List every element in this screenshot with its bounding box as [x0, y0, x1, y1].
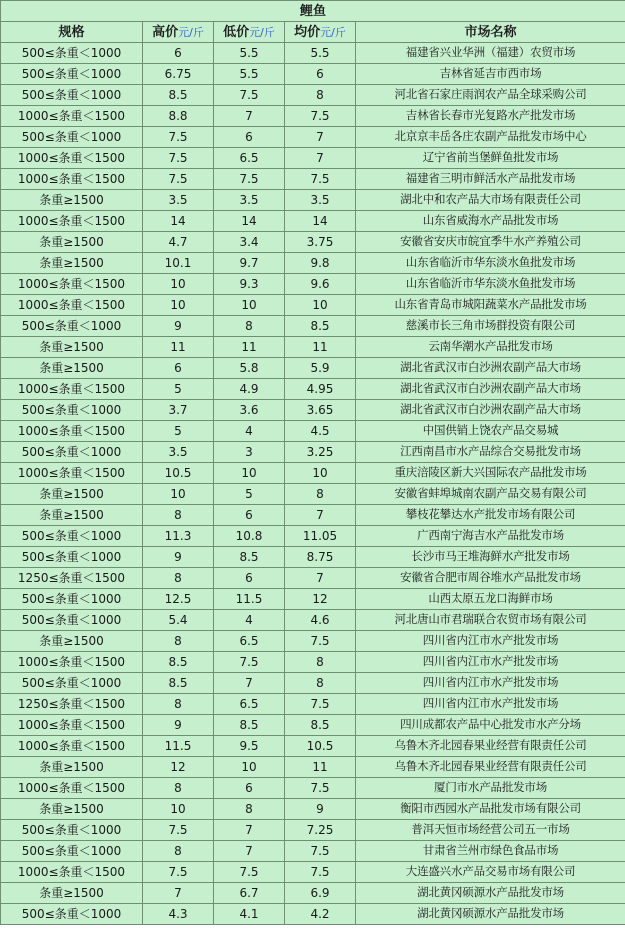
cell-avg: 7: [285, 568, 356, 589]
cell-spec: 500≤条重＜1000: [1, 841, 143, 862]
cell-avg: 9: [285, 799, 356, 820]
cell-market: 四川成都农产品中心批发市水产分场: [356, 715, 625, 736]
cell-high: 10.1: [143, 253, 214, 274]
table-row: [1, 652, 625, 673]
cell-market: 重庆涪陵区新大兴国际农产品批发市场: [356, 463, 625, 484]
header-high: [143, 22, 214, 43]
cell-avg: 7.5: [285, 631, 356, 652]
cell-spec: 条重≥1500: [1, 190, 143, 211]
table-row: [1, 505, 625, 526]
cell-avg: 7.5: [285, 841, 356, 862]
cell-market: 山西太原五龙口海鲜市场: [356, 589, 625, 610]
cell-low: 6.5: [214, 631, 285, 652]
cell-high: 4.3: [143, 904, 214, 925]
cell-low: 8.5: [214, 715, 285, 736]
cell-low: 5.5: [214, 43, 285, 64]
cell-high: 8.8: [143, 106, 214, 127]
cell-spec: 1250≤条重＜1500: [1, 694, 143, 715]
cell-spec: 500≤条重＜1000: [1, 442, 143, 463]
cell-low: 4: [214, 610, 285, 631]
cell-avg: 4.5: [285, 421, 356, 442]
cell-market: 辽宁省前当堡鲜鱼批发市场: [356, 148, 625, 169]
cell-low: 9.7: [214, 253, 285, 274]
cell-avg: 10: [285, 463, 356, 484]
cell-avg: 4.95: [285, 379, 356, 400]
table-row: [1, 883, 625, 904]
cell-low: 7.5: [214, 652, 285, 673]
cell-market: 湖北省武汉市白沙洲农副产品大市场: [356, 400, 625, 421]
cell-spec: 1000≤条重＜1500: [1, 862, 143, 883]
cell-avg: 14: [285, 211, 356, 232]
cell-high: 10: [143, 274, 214, 295]
cell-high: 8: [143, 694, 214, 715]
cell-market: 湖北省武汉市白沙洲农副产品大市场: [356, 358, 625, 379]
cell-avg: 5.5: [285, 43, 356, 64]
table-row: [1, 820, 625, 841]
table-row: [1, 295, 625, 316]
cell-avg: 4.2: [285, 904, 356, 925]
table-row: [1, 610, 625, 631]
cell-high: 10: [143, 484, 214, 505]
cell-market: 长沙市马王堆海鲜水产批发市场: [356, 547, 625, 568]
cell-low: 4.1: [214, 904, 285, 925]
table-row: [1, 442, 625, 463]
cell-spec: 500≤条重＜1000: [1, 589, 143, 610]
cell-avg: 3.5: [285, 190, 356, 211]
cell-low: 10: [214, 757, 285, 778]
cell-low: 3: [214, 442, 285, 463]
cell-high: 8: [143, 841, 214, 862]
cell-high: 6.75: [143, 64, 214, 85]
cell-market: 甘肃省兰州市绿色食品市场: [356, 841, 625, 862]
table-row: [1, 862, 625, 883]
cell-market: 乌鲁木齐北园春果业经营有限责任公司: [356, 757, 625, 778]
table-row: [1, 757, 625, 778]
header-spec-label: 规格: [58, 24, 85, 40]
table-row: [1, 484, 625, 505]
cell-spec: 500≤条重＜1000: [1, 904, 143, 925]
cell-market: 乌鲁木齐北园春果业经营有限责任公司: [356, 736, 625, 757]
header-market: [356, 22, 625, 43]
cell-high: 9: [143, 547, 214, 568]
cell-avg: 7: [285, 148, 356, 169]
header-high-label: 高价: [152, 24, 179, 40]
cell-low: 9.3: [214, 274, 285, 295]
cell-avg: 4.6: [285, 610, 356, 631]
cell-spec: 1250≤条重＜1500: [1, 568, 143, 589]
cell-market: 安徽省安庆市皖宜季牛水产养殖公司: [356, 232, 625, 253]
table-row: [1, 715, 625, 736]
cell-avg: 8.75: [285, 547, 356, 568]
cell-market: 攀枝花攀达水产批发市场有限公司: [356, 505, 625, 526]
cell-low: 7: [214, 820, 285, 841]
cell-avg: 8.5: [285, 715, 356, 736]
cell-spec: 500≤条重＜1000: [1, 85, 143, 106]
cell-high: 12.5: [143, 589, 214, 610]
cell-low: 10: [214, 295, 285, 316]
table-row: [1, 190, 625, 211]
cell-high: 3.7: [143, 400, 214, 421]
cell-high: 7.5: [143, 127, 214, 148]
cell-high: 5.4: [143, 610, 214, 631]
cell-avg: 9.8: [285, 253, 356, 274]
header-row: [1, 22, 625, 43]
table-body: [1, 43, 625, 925]
cell-spec: 1000≤条重＜1500: [1, 778, 143, 799]
cell-spec: 500≤条重＜1000: [1, 400, 143, 421]
cell-market: 山东省临沂市华东淡水鱼批发市场: [356, 253, 625, 274]
cell-avg: 3.25: [285, 442, 356, 463]
cell-market: 四川省内江市水产批发市场: [356, 652, 625, 673]
table-row: [1, 694, 625, 715]
cell-high: 7: [143, 883, 214, 904]
cell-market: 四川省内江市水产批发市场: [356, 631, 625, 652]
cell-avg: 7.5: [285, 862, 356, 883]
cell-low: 5.5: [214, 64, 285, 85]
cell-avg: 8: [285, 85, 356, 106]
table-row: [1, 904, 625, 925]
cell-high: 6: [143, 43, 214, 64]
table-row: [1, 673, 625, 694]
cell-low: 4: [214, 421, 285, 442]
cell-market: 福建省三明市鲜活水产品批发市场: [356, 169, 625, 190]
cell-spec: 1000≤条重＜1500: [1, 295, 143, 316]
cell-high: 8: [143, 505, 214, 526]
cell-high: 10.5: [143, 463, 214, 484]
cell-low: 10.8: [214, 526, 285, 547]
cell-market: 吉林省延吉市西市场: [356, 64, 625, 85]
cell-avg: 7.5: [285, 778, 356, 799]
cell-high: 7.5: [143, 820, 214, 841]
table-row: [1, 526, 625, 547]
cell-high: 8.5: [143, 673, 214, 694]
cell-spec: 500≤条重＜1000: [1, 547, 143, 568]
cell-avg: 3.65: [285, 400, 356, 421]
table-row: [1, 589, 625, 610]
cell-market: 安徽省蚌埠城南农副产品交易有限公司: [356, 484, 625, 505]
cell-high: 6: [143, 358, 214, 379]
cell-spec: 条重≥1500: [1, 484, 143, 505]
cell-market: 安徽省合肥市周谷堆水产品批发市场: [356, 568, 625, 589]
cell-spec: 500≤条重＜1000: [1, 43, 143, 64]
cell-high: 3.5: [143, 442, 214, 463]
cell-high: 9: [143, 715, 214, 736]
cell-avg: 3.75: [285, 232, 356, 253]
table-row: [1, 64, 625, 85]
cell-high: 4.7: [143, 232, 214, 253]
cell-high: 7.5: [143, 169, 214, 190]
table-row: [1, 421, 625, 442]
cell-high: 10: [143, 295, 214, 316]
table-row: [1, 253, 625, 274]
cell-market: 江西南昌市水产品综合交易批发市场: [356, 442, 625, 463]
table-row: [1, 736, 625, 757]
cell-high: 3.5: [143, 190, 214, 211]
cell-low: 6.5: [214, 694, 285, 715]
cell-spec: 500≤条重＜1000: [1, 610, 143, 631]
cell-avg: 8.5: [285, 316, 356, 337]
table-row: [1, 568, 625, 589]
cell-spec: 1000≤条重＜1500: [1, 463, 143, 484]
cell-low: 7.5: [214, 169, 285, 190]
cell-market: 四川省内江市水产批发市场: [356, 673, 625, 694]
cell-avg: 11.05: [285, 526, 356, 547]
cell-avg: 11: [285, 757, 356, 778]
cell-spec: 1000≤条重＜1500: [1, 715, 143, 736]
cell-market: 云南华潮水产品批发市场: [356, 337, 625, 358]
header-low-label: 低价: [223, 24, 250, 40]
table-row: [1, 379, 625, 400]
cell-market: 河北省石家庄雨润农产品全球采购公司: [356, 85, 625, 106]
cell-high: 14: [143, 211, 214, 232]
cell-low: 3.6: [214, 400, 285, 421]
table-row: [1, 316, 625, 337]
cell-spec: 1000≤条重＜1500: [1, 211, 143, 232]
cell-avg: 8: [285, 673, 356, 694]
cell-spec: 500≤条重＜1000: [1, 316, 143, 337]
cell-low: 8: [214, 799, 285, 820]
cell-spec: 条重≥1500: [1, 505, 143, 526]
cell-spec: 1000≤条重＜1500: [1, 169, 143, 190]
cell-avg: 10.5: [285, 736, 356, 757]
cell-low: 8: [214, 316, 285, 337]
cell-high: 11.3: [143, 526, 214, 547]
cell-spec: 1000≤条重＜1500: [1, 736, 143, 757]
cell-low: 7: [214, 106, 285, 127]
table-row: [1, 85, 625, 106]
cell-low: 5.8: [214, 358, 285, 379]
cell-spec: 500≤条重＜1000: [1, 127, 143, 148]
cell-low: 7: [214, 841, 285, 862]
table-row: [1, 358, 625, 379]
cell-high: 11.5: [143, 736, 214, 757]
cell-market: 大连盛兴水产品交易市场有限公司: [356, 862, 625, 883]
cell-low: 6.5: [214, 148, 285, 169]
cell-low: 10: [214, 463, 285, 484]
cell-spec: 条重≥1500: [1, 358, 143, 379]
table-row: [1, 631, 625, 652]
cell-low: 7: [214, 673, 285, 694]
cell-market: 山东省临沂市华东淡水鱼批发市场: [356, 274, 625, 295]
table-row: [1, 232, 625, 253]
cell-high: 7.5: [143, 148, 214, 169]
header-avg: [285, 22, 356, 43]
cell-spec: 1000≤条重＜1500: [1, 106, 143, 127]
cell-low: 7.5: [214, 85, 285, 106]
table-row: [1, 841, 625, 862]
cell-spec: 1000≤条重＜1500: [1, 274, 143, 295]
cell-low: 4.9: [214, 379, 285, 400]
table-title: 鲤鱼: [1, 1, 625, 22]
cell-avg: 7: [285, 127, 356, 148]
cell-low: 11.5: [214, 589, 285, 610]
cell-market: 河北唐山市君瑞联合农贸市场有限公司: [356, 610, 625, 631]
cell-high: 5: [143, 421, 214, 442]
cell-avg: 7.5: [285, 106, 356, 127]
cell-avg: 6.9: [285, 883, 356, 904]
cell-market: 福建省兴业华洲（福建）农贸市场: [356, 43, 625, 64]
cell-market: 山东省威海水产品批发市场: [356, 211, 625, 232]
cell-low: 9.5: [214, 736, 285, 757]
cell-spec: 条重≥1500: [1, 631, 143, 652]
cell-market: 吉林省长春市光复路水产批发市场: [356, 106, 625, 127]
cell-spec: 500≤条重＜1000: [1, 673, 143, 694]
header-avg-label: 均价: [294, 24, 321, 40]
cell-avg: 8: [285, 484, 356, 505]
cell-high: 12: [143, 757, 214, 778]
cell-avg: 10: [285, 295, 356, 316]
cell-low: 6: [214, 778, 285, 799]
cell-spec: 500≤条重＜1000: [1, 526, 143, 547]
cell-low: 3.5: [214, 190, 285, 211]
cell-market: 慈溪市长三角市场群投资有限公司: [356, 316, 625, 337]
cell-high: 9: [143, 316, 214, 337]
cell-avg: 6: [285, 64, 356, 85]
cell-high: 8: [143, 631, 214, 652]
table-row: [1, 274, 625, 295]
table-row: [1, 799, 625, 820]
cell-spec: 条重≥1500: [1, 232, 143, 253]
cell-low: 6: [214, 568, 285, 589]
cell-spec: 1000≤条重＜1500: [1, 652, 143, 673]
cell-market: 湖北中和农产品大市场有限责任公司: [356, 190, 625, 211]
cell-avg: 7.25: [285, 820, 356, 841]
cell-avg: 9.6: [285, 274, 356, 295]
table-row: [1, 337, 625, 358]
table-row: [1, 148, 625, 169]
header-low-unit: 元/斤: [249, 25, 275, 39]
header-spec: [1, 22, 143, 43]
cell-avg: 7: [285, 505, 356, 526]
header-market-label: 市场名称: [464, 24, 517, 40]
table-row: [1, 169, 625, 190]
cell-market: 湖北黄冈硕源水产品批发市场: [356, 904, 625, 925]
cell-low: 6.7: [214, 883, 285, 904]
cell-spec: 条重≥1500: [1, 883, 143, 904]
cell-avg: 12: [285, 589, 356, 610]
cell-low: 8.5: [214, 547, 285, 568]
cell-market: 北京京丰岳各庄农副产品批发市场中心: [356, 127, 625, 148]
cell-low: 14: [214, 211, 285, 232]
cell-market: 四川省内江市水产批发市场: [356, 694, 625, 715]
table-row: [1, 463, 625, 484]
header-avg-unit: 元/斤: [320, 25, 346, 39]
cell-spec: 条重≥1500: [1, 253, 143, 274]
cell-avg: 5.9: [285, 358, 356, 379]
header-low: [214, 22, 285, 43]
cell-spec: 500≤条重＜1000: [1, 64, 143, 85]
cell-high: 7.5: [143, 862, 214, 883]
cell-high: 11: [143, 337, 214, 358]
cell-spec: 条重≥1500: [1, 337, 143, 358]
cell-high: 8.5: [143, 652, 214, 673]
cell-avg: 7.5: [285, 694, 356, 715]
cell-market: 普洱天恒市场经营公司五一市场: [356, 820, 625, 841]
cell-low: 3.4: [214, 232, 285, 253]
cell-low: 5: [214, 484, 285, 505]
cell-high: 8: [143, 778, 214, 799]
cell-low: 7.5: [214, 862, 285, 883]
table-row: [1, 547, 625, 568]
cell-market: 衡阳市西园水产品批发市场有限公司: [356, 799, 625, 820]
cell-spec: 条重≥1500: [1, 799, 143, 820]
cell-market: 中国供销上饶农产品交易城: [356, 421, 625, 442]
table-row: [1, 127, 625, 148]
cell-spec: 1000≤条重＜1500: [1, 421, 143, 442]
cell-avg: 7.5: [285, 169, 356, 190]
table-row: [1, 106, 625, 127]
cell-low: 6: [214, 127, 285, 148]
table-row: [1, 778, 625, 799]
title-row: [1, 1, 625, 22]
cell-high: 8.5: [143, 85, 214, 106]
cell-spec: 500≤条重＜1000: [1, 820, 143, 841]
table-row: [1, 43, 625, 64]
cell-spec: 条重≥1500: [1, 757, 143, 778]
cell-market: 湖北黄冈硕源水产品批发市场: [356, 883, 625, 904]
header-high-unit: 元/斤: [178, 25, 204, 39]
cell-high: 10: [143, 799, 214, 820]
cell-low: 11: [214, 337, 285, 358]
cell-high: 5: [143, 379, 214, 400]
cell-spec: 1000≤条重＜1500: [1, 148, 143, 169]
cell-avg: 11: [285, 337, 356, 358]
cell-market: 山东省青岛市城阳蔬菜水产品批发市场: [356, 295, 625, 316]
cell-avg: 8: [285, 652, 356, 673]
table-row: [1, 400, 625, 421]
cell-high: 8: [143, 568, 214, 589]
cell-market: 湖北省武汉市白沙洲农副产品大市场: [356, 379, 625, 400]
cell-market: 厦门市水产品批发市场: [356, 778, 625, 799]
table-row: [1, 211, 625, 232]
cell-spec: 1000≤条重＜1500: [1, 379, 143, 400]
cell-market: 广西南宁海吉水产品批发市场: [356, 526, 625, 547]
cell-low: 6: [214, 505, 285, 526]
